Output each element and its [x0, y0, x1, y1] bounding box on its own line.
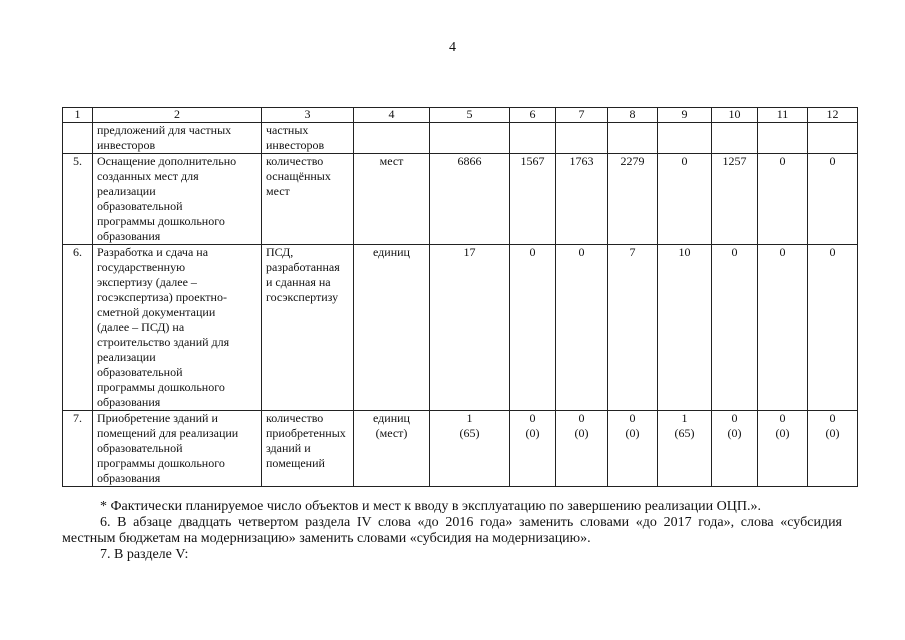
column-header: 10 [712, 108, 758, 123]
table-row [63, 245, 858, 411]
unit: единиц (мест) [354, 411, 430, 487]
value-cell: 1763 [556, 154, 608, 245]
row-number [63, 123, 93, 154]
table-header-row [63, 108, 858, 123]
value-cell [808, 123, 858, 154]
column-header: 11 [758, 108, 808, 123]
column-header: 8 [608, 108, 658, 123]
unit [354, 123, 430, 154]
value-cell: 0 [758, 245, 808, 411]
value-cell: 0 (0) [556, 411, 608, 487]
table-row [63, 154, 858, 245]
value-cell [430, 123, 510, 154]
value-cell: 0 (0) [510, 411, 556, 487]
value-cell: 7 [608, 245, 658, 411]
value-cell: 10 [658, 245, 712, 411]
page-number: 4 [449, 40, 456, 55]
value-cell [510, 123, 556, 154]
column-header: 7 [556, 108, 608, 123]
unit: мест [354, 154, 430, 245]
column-header: 2 [93, 108, 262, 123]
value-cell: 0 (0) [712, 411, 758, 487]
column-header: 12 [808, 108, 858, 123]
value-cell: 0 [808, 154, 858, 245]
value-cell: 0 [712, 245, 758, 411]
column-header: 3 [262, 108, 354, 123]
value-cell [712, 123, 758, 154]
value-cell: 1 (65) [658, 411, 712, 487]
value-cell: 2279 [608, 154, 658, 245]
document-text [62, 499, 842, 563]
value-cell: 0 (0) [608, 411, 658, 487]
indicator-name: частных инвесторов [262, 123, 354, 154]
indicator-name: количество оснащённых мест [262, 154, 354, 245]
value-cell [608, 123, 658, 154]
value-cell: 0 [658, 154, 712, 245]
indicators-table [62, 107, 858, 487]
value-cell: 1257 [712, 154, 758, 245]
value-cell: 0 [808, 245, 858, 411]
value-cell: 0 (0) [758, 411, 808, 487]
value-cell: 1 (65) [430, 411, 510, 487]
measure-name: Приобретение зданий и помещений для реализации образовательной программы дошкольного образования [93, 411, 262, 487]
row-number: 6. [63, 245, 93, 411]
indicator-name: количество приобретенных зданий и помещений [262, 411, 354, 487]
row-number: 5. [63, 154, 93, 245]
column-header: 5 [430, 108, 510, 123]
value-cell: 0 (0) [808, 411, 858, 487]
table-row [63, 123, 858, 154]
paragraph: 7. В разделе V: [100, 547, 189, 562]
value-cell: 1567 [510, 154, 556, 245]
value-cell [758, 123, 808, 154]
column-header: 1 [63, 108, 93, 123]
value-cell [658, 123, 712, 154]
unit: единиц [354, 245, 430, 411]
value-cell: 6866 [430, 154, 510, 245]
column-header: 4 [354, 108, 430, 123]
paragraph: 6. В абзаце двадцать четвертом раздела IV слова «до 2016 года» заменить словами «до 2017 года», слова «субсидия местным бюджетам на модернизацию» заменить словами «субсидия на модернизацию». [62, 515, 842, 546]
value-cell [556, 123, 608, 154]
value-cell: 0 [510, 245, 556, 411]
value-cell: 0 [758, 154, 808, 245]
column-header: 6 [510, 108, 556, 123]
value-cell: 17 [430, 245, 510, 411]
measure-name: Оснащение дополнительно созданных мест для реализации образовательной программы дошкольного образования [93, 154, 262, 245]
table-row [63, 411, 858, 487]
column-header: 9 [658, 108, 712, 123]
measure-name: Разработка и сдача на государственную экспертизу (далее – госэкспертиза) проектно- сметной документации (далее – ПСД) на строительство зданий для реализации образовательной программы дошкольного образования [93, 245, 262, 411]
measure-name: предложений для частных инвесторов [93, 123, 262, 154]
footnote: * Фактически планируемое число объектов и мест к вводу в эксплуатацию по завершению реализации ОЦП.». [100, 499, 761, 514]
value-cell: 0 [556, 245, 608, 411]
row-number: 7. [63, 411, 93, 487]
indicator-name: ПСД, разработанная и сданная на госэкспертизу [262, 245, 354, 411]
